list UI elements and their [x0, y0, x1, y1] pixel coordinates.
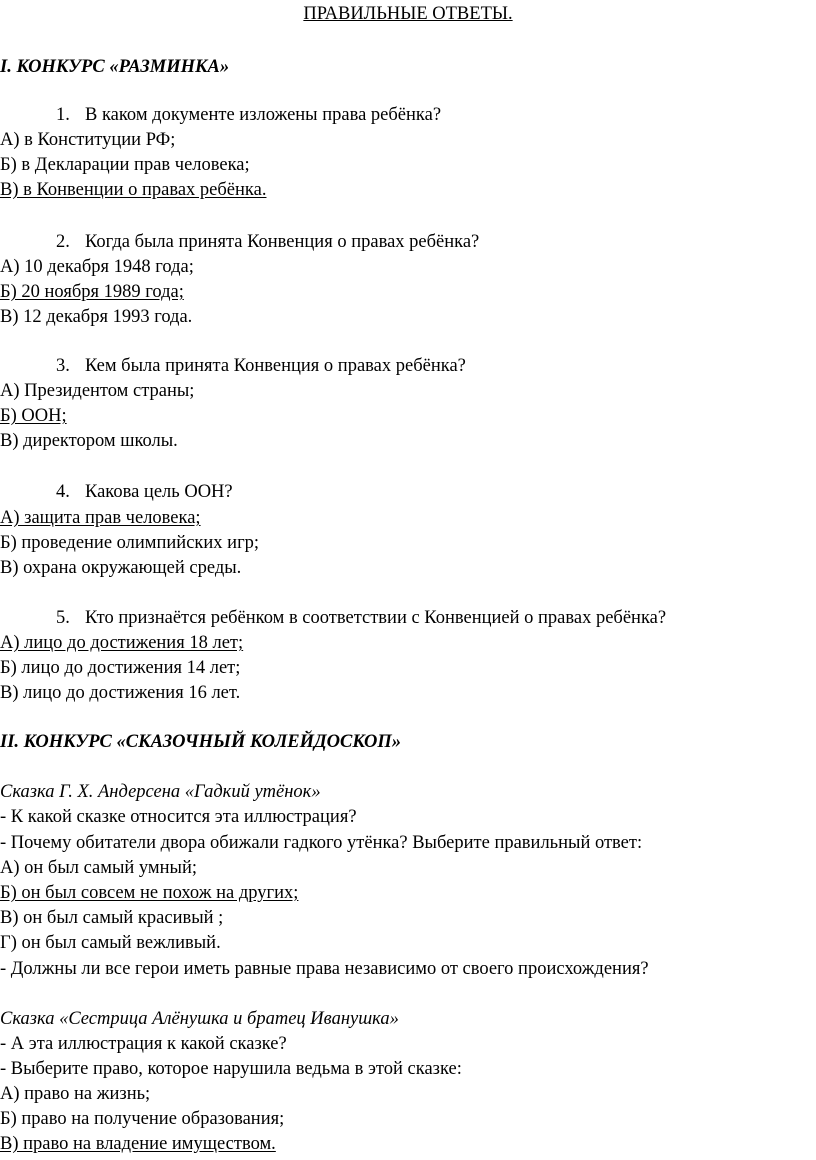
answer-option: В) директором школы.: [0, 431, 178, 451]
answer-option: Б) право на получение образования;: [0, 1109, 285, 1129]
correct-answer-option: В) в Конвенции о правах ребёнка.: [0, 180, 267, 200]
question-text: Кем была принята Конвенция о правах ребёнка?: [85, 356, 466, 376]
answer-option: Б) лицо до достижения 14 лет;: [0, 658, 241, 678]
answer-option: А) право на жизнь;: [0, 1084, 151, 1104]
question-4: [56, 480, 233, 504]
answer-option: А) Президентом страны;: [0, 381, 195, 401]
section-heading-fairytale: II. КОНКУРС «СКАЗОЧНЫЙ КОЛЕЙДОСКОП»: [0, 732, 402, 752]
tale-title: Сказка «Сестрица Алёнушка и братец Иванушка»: [0, 1009, 399, 1029]
tale-title: Сказка Г. Х. Андерсена «Гадкий утёнок»: [0, 782, 321, 802]
correct-answer-option: А) защита прав человека;: [0, 508, 201, 528]
section-heading-warmup: I. КОНКУРС «РАЗМИНКА»: [0, 57, 230, 77]
tale-question: - К какой сказке относится эта иллюстрация?: [0, 807, 357, 827]
answer-option: Б) в Декларации прав человека;: [0, 155, 250, 175]
correct-answer-option: А) лицо до достижения 18 лет;: [0, 633, 244, 653]
question-number: 2.: [56, 232, 70, 252]
answer-option: А) в Конституции РФ;: [0, 130, 176, 150]
answer-option: В) он был самый красивый ;: [0, 908, 224, 928]
answer-option: В) лицо до достижения 16 лет.: [0, 683, 241, 703]
answer-option: А) он был самый умный;: [0, 858, 198, 878]
question-3: [56, 354, 466, 378]
answer-option: В) охрана окружающей среды.: [0, 558, 242, 578]
correct-answer-option: Б) он был совсем не похож на других;: [0, 883, 299, 903]
question-number: 3.: [56, 356, 70, 376]
page-title: ПРАВИЛЬНЫЕ ОТВЕТЫ.: [303, 4, 513, 24]
question-1: [56, 103, 441, 127]
correct-answer-option: Б) ООН;: [0, 406, 67, 426]
tale-question: - Выберите право, которое нарушила ведьма в этой сказке:: [0, 1059, 462, 1079]
question-5: [56, 606, 666, 630]
correct-answer-option: В) право на владение имуществом.: [0, 1134, 276, 1154]
question-number: 5.: [56, 608, 70, 628]
question-text: В каком документе изложены права ребёнка?: [85, 105, 442, 125]
answer-option: Г) он был самый вежливый.: [0, 933, 221, 953]
question-number: 4.: [56, 482, 70, 502]
question-text: Когда была принята Конвенция о правах ребёнка?: [85, 232, 480, 252]
tale-question: - А эта иллюстрация к какой сказке?: [0, 1034, 287, 1054]
question-2: [56, 230, 479, 254]
answer-option: А) 10 декабря 1948 года;: [0, 257, 194, 277]
answer-option: В) 12 декабря 1993 года.: [0, 307, 193, 327]
question-number: 1.: [56, 105, 70, 125]
question-text: Какова цель ООН?: [85, 482, 233, 502]
question-text: Кто признаётся ребёнком в соответствии с Конвенцией о правах ребёнка?: [85, 608, 667, 628]
tale-question: - Должны ли все герои иметь равные права независимо от своего происхождения?: [0, 959, 649, 979]
tale-question: - Почему обитатели двора обижали гадкого утёнка? Выберите правильный ответ:: [0, 833, 643, 853]
answer-option: Б) проведение олимпийских игр;: [0, 533, 260, 553]
correct-answer-option: Б) 20 ноября 1989 года;: [0, 282, 184, 302]
